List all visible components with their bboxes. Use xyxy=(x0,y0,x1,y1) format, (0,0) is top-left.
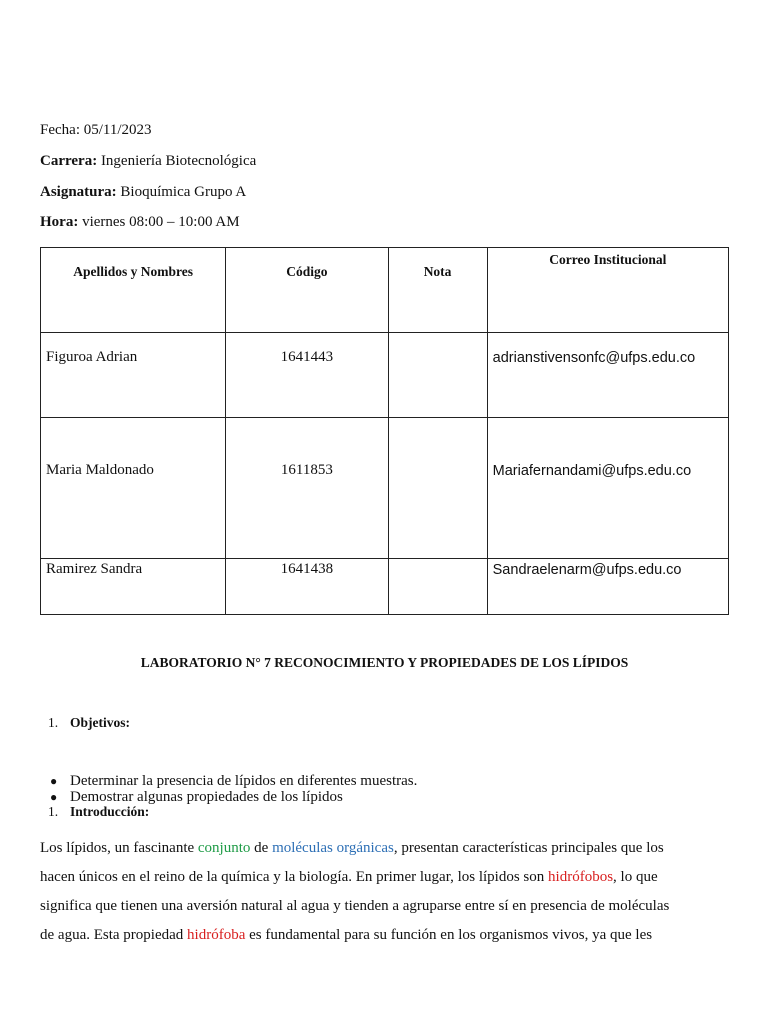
bullet-icon: ● xyxy=(50,790,58,804)
intro-paragraph-line: significa que tienen una aversión natural al agua y tienden a agruparse entre sí en presencia de moléculas xyxy=(40,898,670,914)
student-code: 1611853 xyxy=(280,462,333,478)
objective-text: Determinar la presencia de lípidos en diferentes muestras. xyxy=(70,773,418,789)
intro-paragraph-line: de agua. Esta propiedad hidrófoba es fundamental para su función en los organismos vivos, ya que les xyxy=(40,927,653,943)
subject-label: Asignatura: xyxy=(40,184,117,200)
student-name-cell xyxy=(41,333,226,418)
table-header-row xyxy=(41,248,729,333)
career-value: Ingeniería Biotecnológica xyxy=(100,153,257,169)
date-value: 05/11/2023 xyxy=(83,122,152,138)
student-grade-cell xyxy=(388,418,487,559)
student-code-cell xyxy=(226,333,388,418)
introduction-heading xyxy=(48,804,149,820)
header-cell-email: Correo Institucional xyxy=(487,248,728,333)
intro-paragraph-line: Los lípidos, un fascinante conjunto de moléculas orgánicas, presentan características principales que los xyxy=(40,840,664,856)
highlight-green: conjunto xyxy=(197,840,251,856)
student-code: 1641443 xyxy=(280,349,334,365)
section-number: 1. xyxy=(48,804,59,819)
section-number: 1. xyxy=(48,715,59,730)
students-table xyxy=(40,247,729,615)
objective-text: Demostrar algunas propiedades de los lípidos xyxy=(70,789,343,805)
lab-title: LABORATORIO N° 7 RECONOCIMIENTO Y PROPIEDADES DE LOS LÍPIDOS xyxy=(140,655,629,670)
student-email: Sandraelenarm@ufps.edu.co xyxy=(492,562,682,578)
student-email-cell xyxy=(487,333,728,418)
header-cell-grade: Nota xyxy=(388,248,487,333)
highlight-blue: moléculas orgánicas xyxy=(272,840,394,856)
student-code: 1641438 xyxy=(280,561,334,577)
student-email-cell xyxy=(487,418,728,559)
student-name: Maria Maldonado xyxy=(46,462,154,478)
subject-value: Bioquímica Grupo A xyxy=(120,184,247,200)
student-name-cell xyxy=(41,559,226,615)
time-line xyxy=(40,213,240,231)
header-cell-code: Código xyxy=(226,248,388,333)
date-line xyxy=(40,121,152,139)
student-email: adrianstivensonfc@ufps.edu.co xyxy=(492,350,696,366)
student-email: Mariafernandami@ufps.edu.co xyxy=(492,463,692,479)
table-row xyxy=(41,559,729,615)
table-row xyxy=(41,333,729,418)
student-name: Figuroa Adrian xyxy=(46,349,138,365)
career-label: Carrera: xyxy=(40,153,98,169)
student-grade-cell xyxy=(388,333,487,418)
student-name: Ramirez Sandra xyxy=(46,561,143,577)
career-line xyxy=(40,152,256,170)
time-value: viernes 08:00 – 10:00 AM xyxy=(82,214,240,230)
section-title: Objetivos: xyxy=(70,715,130,730)
section-title: Introducción: xyxy=(70,804,150,819)
objectives-heading xyxy=(48,715,130,731)
table-row xyxy=(41,418,729,559)
date-label: Fecha: xyxy=(40,122,80,138)
time-label: Hora: xyxy=(40,214,79,230)
student-code-cell xyxy=(226,559,388,615)
objective-item xyxy=(50,789,343,805)
student-name-cell xyxy=(41,418,226,559)
intro-paragraph-line: hacen únicos en el reino de la química y la biología. En primer lugar, los lípidos son hidrófobos, lo que xyxy=(40,869,658,885)
objective-item xyxy=(50,773,417,789)
student-email-cell xyxy=(487,559,728,615)
header-cell-names: Apellidos y Nombres xyxy=(41,248,226,333)
subject-line xyxy=(40,183,246,201)
student-code-cell xyxy=(226,418,388,559)
student-grade-cell xyxy=(388,559,487,615)
highlight-red: hidrófoba xyxy=(187,927,246,943)
highlight-red: hidrófobos xyxy=(548,869,614,885)
bullet-icon: ● xyxy=(50,774,58,788)
